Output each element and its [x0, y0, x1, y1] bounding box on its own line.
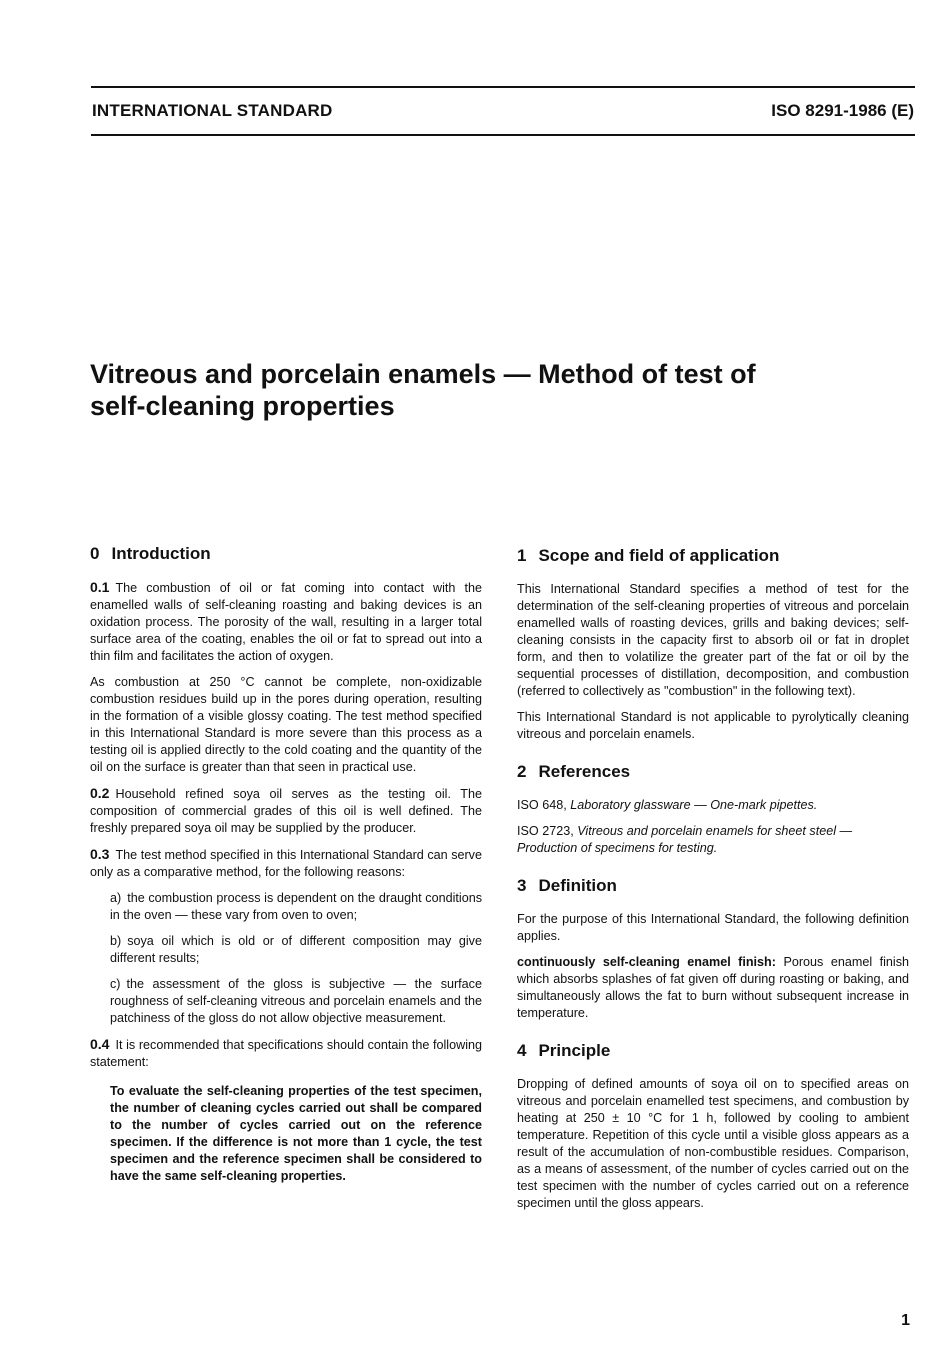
reference-item: ISO 648, Laboratory glassware — One-mark pipettes. [517, 798, 818, 812]
paragraph: For the purpose of this International Standard, the following definition applies. [517, 912, 909, 943]
list-item: c) the assessment of the gloss is subjective — the surface roughness of self-cleaning vitreous and porcelain enamels and the patchiness of the gloss do not allow objective measurement. [110, 977, 482, 1025]
definition-term: continuously self-cleaning enamel finish: [517, 955, 776, 969]
definition-entry: continuously self-cleaning enamel finish: Porous enamel finish which absorbs splashes of fat given off during roasting or baking, and simultaneously allows the fat to burn without subsequent increase in temperature. [517, 955, 909, 1020]
clause-0-1: 0.1 The combustion of oil or fat coming into contact with the enamelled walls of self-cleaning roasting and baking devices is an oxidation process. The porosity of the wall, resulting in a larger total surface area of the coating, enables the oil or fat to spread out into a thin film and facilitates the action of oxygen. [90, 579, 482, 663]
section-heading-introduction: 0 Introduction [90, 544, 211, 563]
page-title [90, 358, 890, 422]
paragraph: Dropping of defined amounts of soya oil on to specified areas on vitreous and porcelain enamelled test specimens, and combustion by heating at 250 ± 10 °C for 1 h, followed by cooling to ambient temperature. Repetition of this cycle until a visible gloss appears as a result of the accumulation of non-combustible residues. Comparison, as a means of assessment, of the number of cycles carried out on the test specimen with the number of cycles carried out on a reference specimen until the gloss appears. [517, 1077, 909, 1210]
list-item: a) the combustion process is dependent on the draught conditions in the oven — these vary from oven to oven; [110, 891, 482, 922]
recommended-statement: To evaluate the self-cleaning properties of the test specimen, the number of cleaning cycles carried out shall be compared to the number of cycles carried out on the reference specimen. If the difference is not more than 1 cycle, the test specimen and the reference specimen shall be considered to have the same self-cleaning properties. [110, 1084, 482, 1183]
title-line-2: self-cleaning properties [90, 391, 395, 421]
standard-number: ISO 8291-1986 (E) [771, 101, 914, 120]
clause-number: 0.1 [90, 579, 110, 595]
reference-item: ISO 2723, Vitreous and porcelain enamels for sheet steel — Production of specimens for testing. [517, 824, 853, 855]
page-number: 1 [901, 1312, 910, 1329]
header-top-rule [91, 86, 915, 88]
paragraph: This International Standard is not applicable to pyrolytically cleaning vitreous and porcelain enamels. [517, 710, 909, 741]
left-column [90, 543, 482, 1185]
clause-number: 0.3 [90, 846, 110, 862]
list-item: b) soya oil which is old or of different composition may give different results; [110, 934, 482, 965]
document-type: INTERNATIONAL STANDARD [92, 101, 333, 120]
section-heading-definition: 3 Definition [517, 876, 617, 895]
section-heading-principle: 4 Principle [517, 1041, 611, 1060]
clause-0-3: 0.3 The test method specified in this International Standard can serve only as a comparative method, for the following reasons: [90, 846, 482, 879]
section-heading-scope: 1 Scope and field of application [517, 546, 780, 565]
header-bottom-rule [91, 134, 915, 136]
clause-number: 0.4 [90, 1036, 110, 1052]
title-line-1: Vitreous and porcelain enamels — Method of test of [90, 359, 756, 389]
paragraph: As combustion at 250 °C cannot be complete, non-oxidizable combustion residues build up in the pores during operation, resulting in the formation of a visible glossy coating. The test method specified in this International Standard is more severe than this process as a testing oil is applied directly to the cold coating and the quantity of the oil on the surface is greater than that seen in practical use. [90, 675, 482, 774]
paragraph: This International Standard specifies a method of test for the determination of the self-cleaning properties of vitreous and porcelain enamelled walls of roasting devices, grills and baking devices; self-cleaning consists in the capacity first to absorb oil or fat in droplet form, and then to volatilize the greater part of the fat or oil by the sequential processes of distillation, decomposition, and combustion (referred to collectively as "combustion" in the following text). [517, 582, 909, 698]
section-heading-references: 2 References [517, 762, 631, 781]
right-column [517, 545, 909, 1221]
clause-0-2: 0.2 Household refined soya oil serves as the testing oil. The composition of commercial grades of this oil is well defined. The freshly prepared soya oil may be supplied by the producer. [90, 785, 482, 835]
clause-number: 0.2 [90, 785, 110, 801]
clause-0-4: 0.4 It is recommended that specifications should contain the following statement: [90, 1036, 482, 1069]
